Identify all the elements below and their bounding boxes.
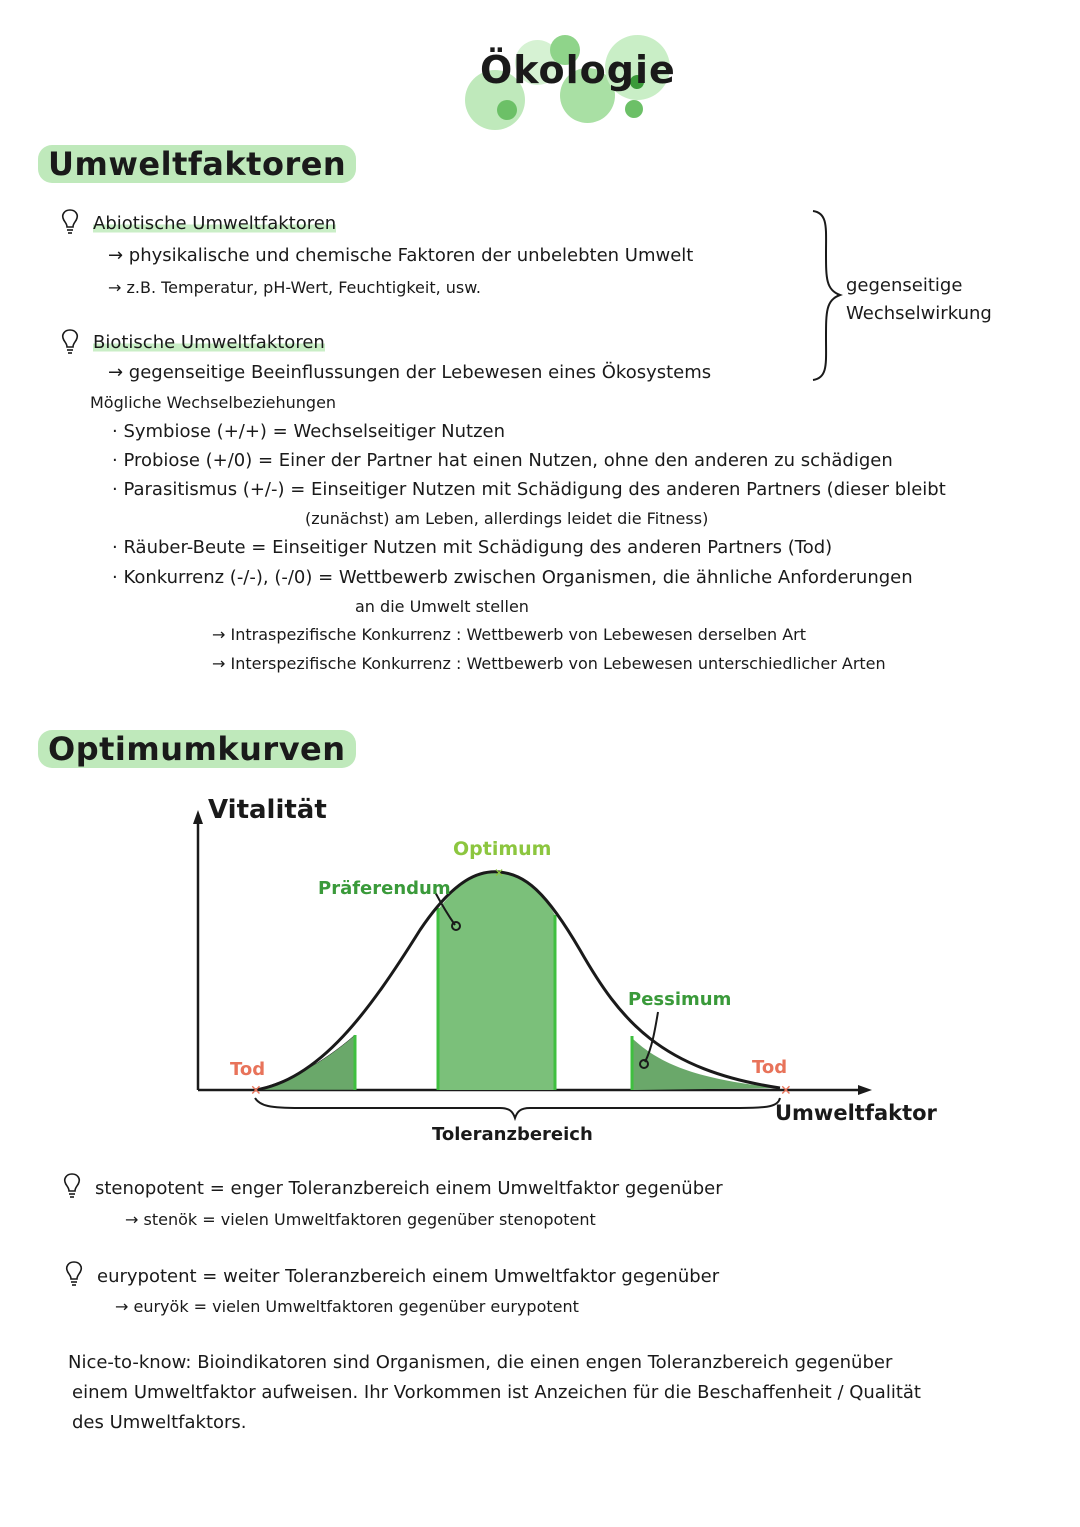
abiotic-line-2: → z.B. Temperatur, pH-Wert, Feuchtigkeit, usw. [108,278,481,297]
list-item-probiose: · Probiose (+/0) = Einer der Partner hat einen Nutzen, ohne den anderen zu schädigen [112,450,893,471]
tod-right-marker: ✕ [780,1083,792,1099]
section-umweltfaktoren [38,145,356,183]
list-item-konkurrenz: · Konkurrenz (-/-), (-/0) = Wettbewerb zwischen Organismen, die ähnliche Anforderungen [112,567,913,588]
tod-left-marker: ✕ [250,1083,262,1099]
section-heading-umweltfaktoren: Umweltfaktoren [38,145,356,183]
list-item-raeuber-beute: · Räuber-Beute = Einseitiger Nutzen mit Schädigung des anderen Partners (Tod) [112,537,833,558]
tod-right-label: Tod [752,1057,788,1078]
lightbulb-icon [62,1172,82,1200]
optimum-curve-chart [180,780,980,1160]
list-item-parasitismus: · Parasitismus (+/-) = Einseitiger Nutzen mit Schädigung des anderen Partners (dieser bleibt [112,479,946,500]
brace-label-2: Wechselwirkung [846,303,992,324]
stenopotent-line-2: → stenök = vielen Umweltfaktoren gegenüber stenopotent [125,1210,596,1229]
lightbulb-icon [60,328,80,356]
section-heading-optimumkurven: Optimumkurven [38,730,356,768]
list-item-interspezifisch: → Interspezifische Konkurrenz : Wettbewerb von Lebewesen unterschiedlicher Arten [212,654,886,673]
tod-left-label: Tod [230,1059,266,1080]
list-item-parasitismus-cont: (zunächst) am Leben, allerdings leidet die Fitness) [305,509,709,528]
eurypotent-line-1: eurypotent = weiter Toleranzbereich einem Umweltfaktor gegenüber [97,1266,720,1287]
biotic-subheading: Mögliche Wechselbeziehungen [90,393,337,412]
abiotic-title: Abiotische Umweltfaktoren [93,213,337,234]
page-title: Ökologie [480,48,676,92]
y-axis-label: Vitalität [208,795,327,825]
stenopotent-line-1: stenopotent = enger Toleranzbereich einem Umweltfaktor gegenüber [95,1178,723,1199]
nice-to-know-line-2: einem Umweltfaktor aufweisen. Ihr Vorkommen ist Anzeichen für die Beschaffenheit / Qualität [72,1382,921,1403]
pessimum-area-left [255,1035,355,1090]
pessimum-label: Pessimum [628,989,732,1010]
curly-brace [808,208,848,383]
x-axis-label: Umweltfaktor [775,1101,937,1125]
x-axis-arrow [858,1085,872,1095]
list-item-symbiose: · Symbiose (+/+) = Wechselseitiger Nutzen [112,421,506,442]
eurypotent-line-2: → euryök = vielen Umweltfaktoren gegenüber eurypotent [115,1297,579,1316]
list-item-konkurrenz-cont: an die Umwelt stellen [355,597,529,616]
toleranzbereich-brace [255,1098,780,1118]
nice-to-know-line-1: Nice-to-know: Bioindikatoren sind Organismen, die einen engen Toleranzbereich gegenüber [68,1352,893,1373]
praeferendum-label: Präferendum [318,878,451,899]
abiotic-line-1: → physikalische und chemische Faktoren der unbelebten Umwelt [108,245,694,266]
optimum-label: Optimum [453,838,552,860]
lightbulb-icon [60,208,80,236]
nice-to-know-line-3: des Umweltfaktors. [72,1412,247,1433]
lightbulb-icon [64,1260,84,1288]
section-optimumkurven [38,730,356,768]
toleranzbereich-label: Toleranzbereich [432,1124,593,1145]
biotic-title: Biotische Umweltfaktoren [93,332,325,353]
biotic-line: → gegenseitige Beeinflussungen der Lebewesen eines Ökosystems [108,362,712,383]
praeferendum-area [438,872,555,1090]
brace-label-1: gegenseitige [846,275,963,296]
y-axis-arrow [193,810,203,824]
list-item-intraspezifisch: → Intraspezifische Konkurrenz : Wettbewerb von Lebewesen derselben Art [212,625,807,644]
optimum-marker: ✕ [494,866,505,880]
